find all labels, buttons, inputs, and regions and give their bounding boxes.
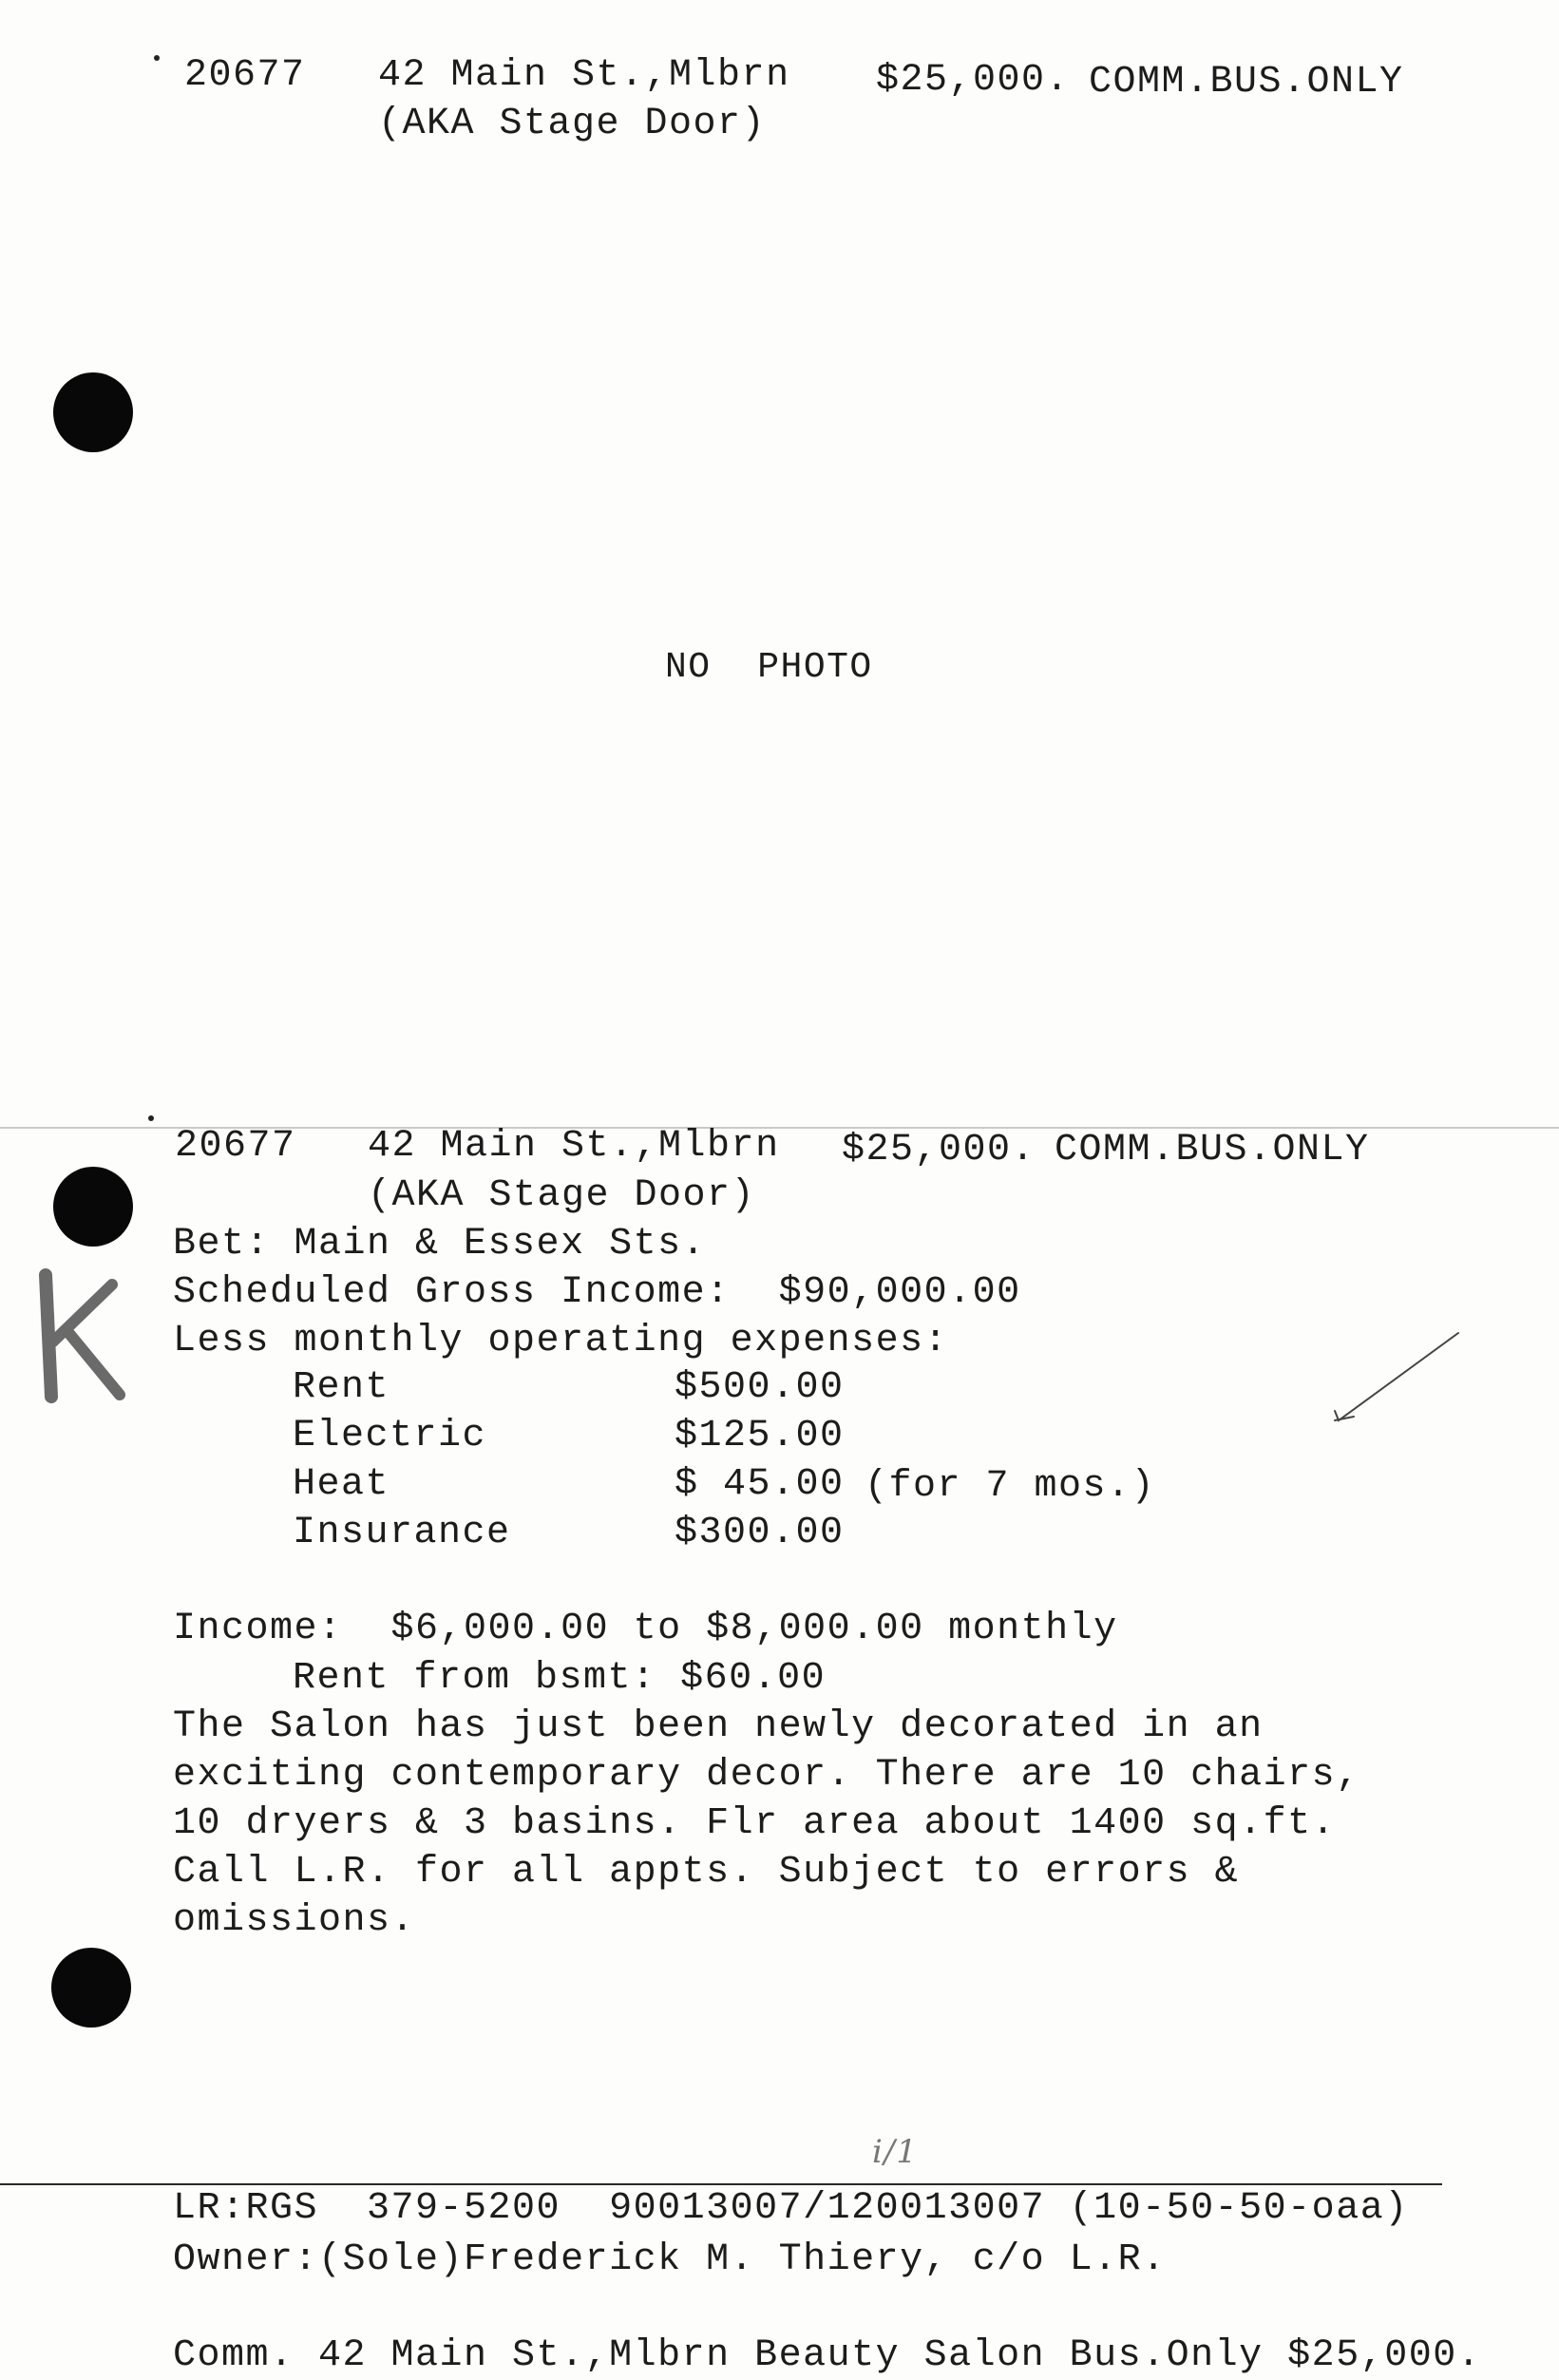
owner-line: Owner:(Sole)Frederick M. Thiery, c/o L.R. — [173, 2238, 1167, 2281]
top-address: 42 Main St.,Mlbrn — [378, 54, 790, 97]
top-listing-number: 20677 — [184, 54, 306, 97]
top-price: $25,000. — [876, 59, 1071, 102]
expense-label: Heat — [293, 1463, 390, 1506]
expense-amount: $125.00 — [675, 1415, 845, 1457]
description-line: 10 dryers & 3 basins. Flr area about 1400 sq.ft. — [173, 1802, 1337, 1845]
description-line: omissions. — [173, 1899, 416, 1942]
bottom-address: 42 Main St.,Mlbrn — [368, 1125, 780, 1168]
description-line: exciting contemporary decor. There are 10 chairs, — [173, 1754, 1360, 1797]
monthly-income: Income: $6,000.00 to $8,000.00 monthly — [173, 1608, 1118, 1650]
punch-hole — [53, 372, 133, 452]
gross-income: Scheduled Gross Income: $90,000.00 — [173, 1271, 1021, 1314]
handwritten-initials: i/1 — [872, 2133, 919, 2171]
summary-line: Comm. 42 Main St.,Mlbrn Beauty Salon Bus.Only $25,000. — [173, 2334, 1482, 2377]
bottom-listing-number: 20677 — [175, 1125, 296, 1168]
expense-label: Insurance — [293, 1512, 511, 1554]
top-aka: (AKA Stage Door) — [378, 103, 767, 145]
bullet-mark — [148, 1115, 154, 1121]
punch-hole — [53, 1167, 133, 1247]
expense-amount: $300.00 — [675, 1512, 845, 1554]
bottom-price: $25,000. — [842, 1129, 1036, 1171]
handwritten-k-mark — [29, 1264, 133, 1406]
expenses-heading: Less monthly operating expenses: — [173, 1320, 949, 1362]
bullet-mark — [154, 55, 160, 61]
cross-streets: Bet: Main & Essex Sts. — [173, 1223, 707, 1266]
expense-amount: $500.00 — [675, 1366, 845, 1409]
check-mark-icon — [1325, 1325, 1468, 1430]
description-line: The Salon has just been newly decorated in an — [173, 1705, 1264, 1748]
top-listing-type: COMM.BUS.ONLY — [1089, 61, 1404, 104]
expense-amount: $ 45.00 — [675, 1463, 845, 1506]
no-photo-label: NO PHOTO — [665, 647, 873, 688]
basement-rent: Rent from bsmt: $60.00 — [293, 1657, 827, 1700]
description-line: Call L.R. for all appts. Subject to errors & — [173, 1851, 1240, 1894]
expense-note: (for 7 mos.) — [865, 1465, 1156, 1508]
expense-label: Rent — [293, 1366, 390, 1409]
bottom-aka: (AKA Stage Door) — [368, 1174, 756, 1217]
broker-line: LR:RGS 379-5200 90013007/120013007 (10-50-50-oaa) — [173, 2187, 1409, 2230]
punch-hole — [51, 1948, 131, 2028]
expense-label: Electric — [293, 1415, 487, 1457]
bottom-listing-type: COMM.BUS.ONLY — [1055, 1129, 1370, 1171]
